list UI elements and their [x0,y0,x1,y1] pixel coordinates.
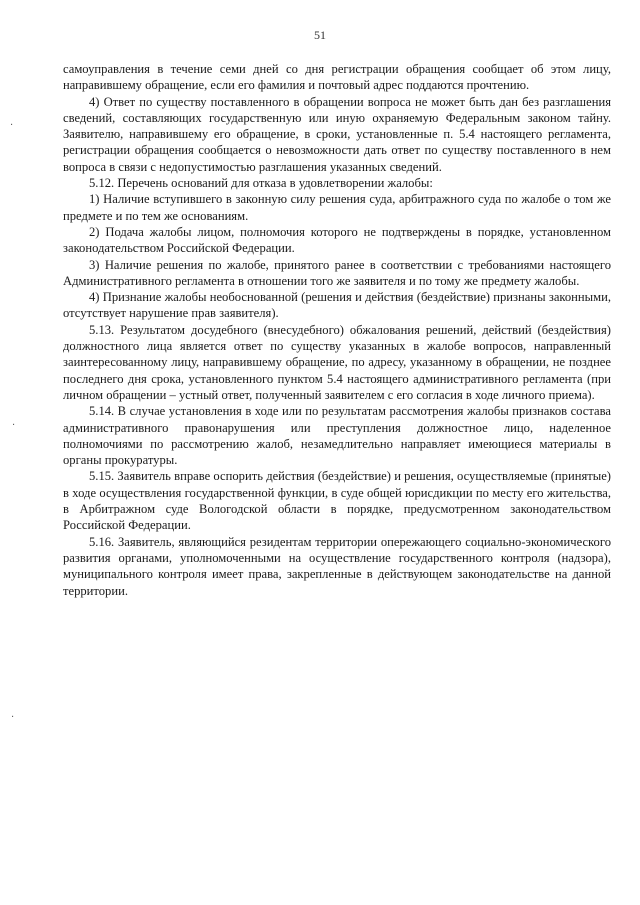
paragraph-5-15: 5.15. Заявитель вправе оспорить действия (бездействие) и решения, осуществляемые (принятые) в ходе осуществления государственной функции, в суде общей юрисдикции по месту его жительства, в Арбитражном суде Вологодской области в порядке, предусмотренном законодательством Российской Федерации. [63,469,611,533]
paragraph-5-14: 5.14. В случае установления в ходе или по результатам рассмотрения жалобы признаков состава административного правонарушения или преступления должностное лицо, наделенное полномочиями по рассмотрению жалоб, незамедлительно направляет имеющиеся материалы в органы прокуратуры. [63,404,611,468]
paragraph-5-12-item-4: 4) Признание жалобы необоснованной (решения и действия (бездействие) признаны законными, отсутствует нарушение прав заявителя). [63,290,611,321]
scan-mark: · [11,712,15,723]
paragraph-5-16: 5.16. Заявитель, являющийся резидентам территории опережающего социально-экономического развития органами, уполномоченными на осуществление государственного контроля (надзора), муниципального контроля имеет права, закрепленные в действующем законодательстве на данной территории. [63,534,611,598]
paragraph-5-12: 5.12. Перечень оснований для отказа в удовлетворении жалобы: [89,176,433,191]
paragraph-5-12-item-3: 3) Наличие решения по жалобе, принятого ранее в соответствии с требованиями настоящего Административного регламента в отношении того же заявителя и по тому же предмету жалобы. [63,257,611,288]
paragraph-5-12-item-1: 1) Наличие вступившего в законную силу решения суда, арбитражного суда по жалобе о том же предмете и по тем же основаниям. [63,192,611,223]
paragraph-5-13: 5.13. Результатом досудебного (внесудебного) обжалования решений, действий (бездействия) должностного лица является ответ по существу указанных в жалобе вопросов, направленный заинтересованному лицу, направившему обращение, по адресу, указанному в обращении, не позднее последнего дня срока, установленного пунктом 5.4 настоящего административного регламента (при личном обращении – устный ответ, полученный заявителем с его согласия в ходе личного приема). [63,322,611,402]
scan-mark: · [12,420,16,431]
body-text [63,61,611,599]
scan-mark: · [10,120,14,131]
paragraph-item-4: 4) Ответ по существу поставленного в обращении вопроса не может быть дан без разглашения сведений, составляющих государственную или иную охраняемую Федеральным законом тайну. Заявителю, направившему его обращение, в сроки, установленные п. 5.4 настоящего регламента, регистрации обращения сообщается о невозможности дать ответ по существу поставленного в нем вопроса в связи с недопустимостью разглашения указанных сведений. [63,94,611,174]
paragraph-continuation: самоуправления в течение семи дней со дня регистрации обращения сообщает об этом лицу, направившему обращение, если его фамилия и почтовый адрес поддаются прочтению. [63,62,611,93]
paragraph-5-12-item-2: 2) Подача жалобы лицом, полномочия которого не подтверждены в порядке, установленном законодательством Российской Федерации. [63,224,611,256]
page-number: 51 [314,28,326,42]
